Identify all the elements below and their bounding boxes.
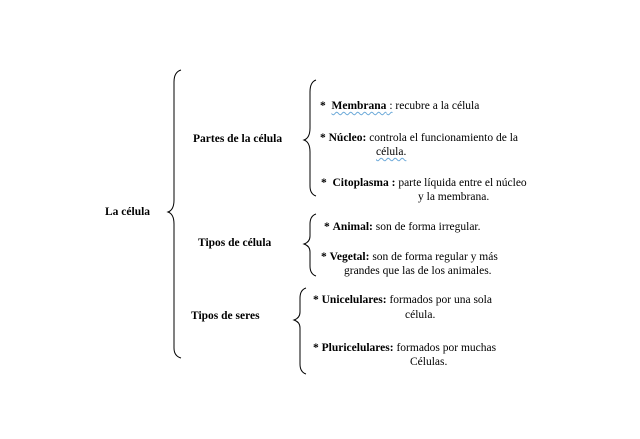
bullet: * bbox=[313, 342, 319, 354]
list-item-pluricelulares bbox=[313, 341, 496, 355]
description-continuation: célula. bbox=[376, 146, 407, 158]
description: son de forma irregular. bbox=[372, 221, 481, 233]
list-item-nucleo bbox=[320, 131, 518, 145]
bullet: * bbox=[313, 294, 319, 306]
description: recubre a la célula bbox=[392, 100, 480, 112]
description: formados por muchas bbox=[393, 342, 497, 354]
bullet: * bbox=[321, 251, 327, 263]
term: Núcleo: bbox=[328, 132, 367, 144]
group-1-brace bbox=[304, 80, 316, 196]
description-continuation: y la membrana. bbox=[418, 191, 490, 203]
description-continuation: célula. bbox=[405, 309, 436, 321]
description: formados por una sola bbox=[386, 294, 492, 306]
description: son de forma regular y más bbox=[369, 251, 498, 263]
root-brace bbox=[168, 70, 181, 358]
group-label-tipos-celula: Tipos de célula bbox=[198, 237, 272, 249]
separator: : bbox=[386, 100, 393, 112]
term: Membrana bbox=[331, 100, 387, 112]
term: Animal: bbox=[332, 221, 373, 233]
group-label-partes: Partes de la célula bbox=[193, 133, 283, 145]
list-item-animal bbox=[324, 220, 481, 234]
list-item-membrana bbox=[320, 99, 479, 113]
description-continuation: grandes que las de los animales. bbox=[344, 265, 492, 277]
bullet: * bbox=[324, 221, 330, 233]
term: Vegetal: bbox=[329, 251, 370, 263]
term: Citoplasma : bbox=[332, 177, 396, 189]
bullet: * bbox=[321, 177, 327, 189]
description: controla el funcionamiento de la bbox=[366, 132, 518, 144]
list-item-citoplasma bbox=[321, 176, 527, 190]
group-2-brace bbox=[304, 214, 316, 276]
description-continuation: Células. bbox=[410, 356, 448, 368]
term: Unicelulares: bbox=[321, 294, 387, 306]
list-item-unicelulares bbox=[313, 293, 492, 307]
root-label: La célula bbox=[105, 206, 151, 218]
bullet: * bbox=[320, 132, 326, 144]
group-label-tipos-seres: Tipos de seres bbox=[191, 310, 260, 322]
list-item-vegetal bbox=[321, 250, 498, 264]
description: parte líquida entre el núcleo bbox=[395, 177, 527, 189]
group-3-brace bbox=[294, 288, 306, 374]
bullet: * bbox=[320, 100, 326, 112]
term: Pluricelulares: bbox=[321, 342, 394, 354]
